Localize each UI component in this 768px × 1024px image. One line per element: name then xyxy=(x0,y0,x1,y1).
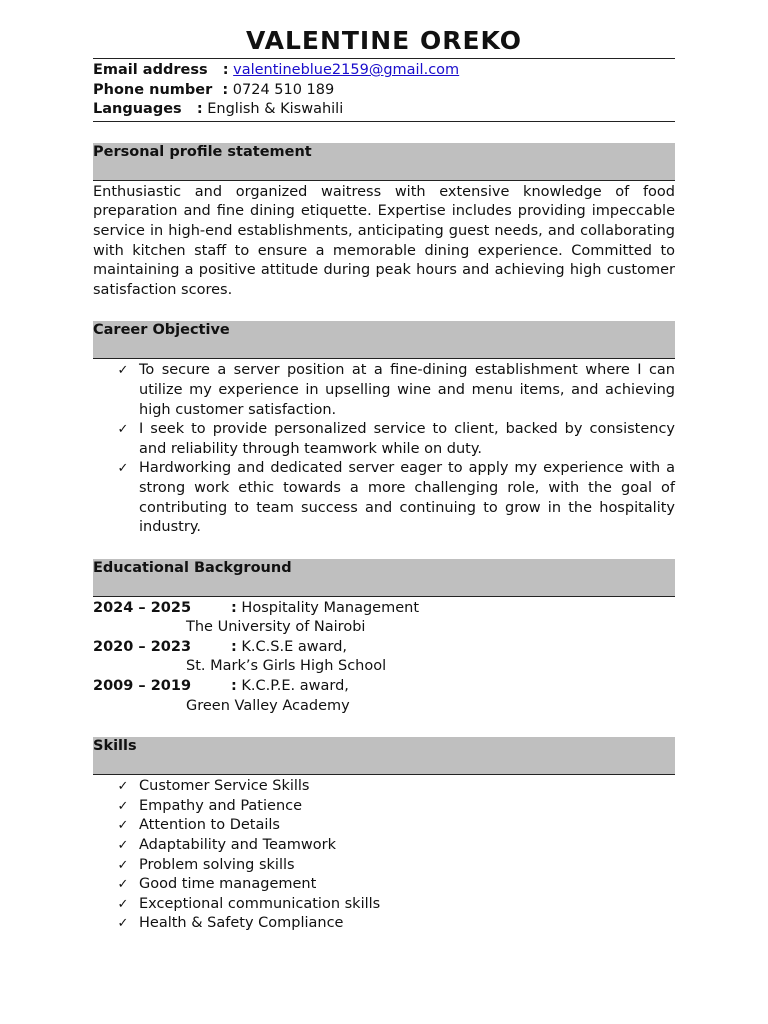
education-institution: The University of Nairobi xyxy=(186,619,366,636)
profile-text: Enthusiastic and organized waitress with extensive knowledge of food preparation and fine dining etiquette. Expertise includes providing impeccable service in high-end establishments, anticipating guest needs, and collaborating with kitchen staff to ensure a memorable dining experience. Committed to maintaining a positive attitude during peak hours and achieving high customer satisfaction scores. xyxy=(93,183,675,298)
checkmark-icon: ✓ xyxy=(117,461,129,477)
education-title: K.C.S.E award, xyxy=(241,638,348,655)
phone-label: Phone number xyxy=(93,81,213,98)
skills-heading: Skills xyxy=(93,737,675,775)
objective-list xyxy=(93,361,675,537)
checkmark-icon: ✓ xyxy=(117,877,129,893)
list-item: ✓ Customer Service Skills xyxy=(93,777,675,797)
education-list xyxy=(93,599,675,717)
list-item: ✓ Empathy and Patience xyxy=(93,797,675,817)
list-item: ✓ Adaptability and Teamwork xyxy=(93,836,675,856)
education-entry: 2024 – 2025 : Hospitality Management xyxy=(93,599,675,619)
checkmark-icon: ✓ xyxy=(117,818,129,834)
email-row: Email address : valentineblue2159@gmail.com xyxy=(93,62,460,78)
list-item: ✓ Health & Safety Compliance xyxy=(93,914,675,934)
education-entry: 2020 – 2023 : K.C.S.E award, xyxy=(93,638,675,658)
languages-value: English & Kiswahili xyxy=(207,101,344,118)
languages-label: Languages xyxy=(93,101,182,118)
objective-heading: Career Objective xyxy=(93,321,675,359)
education-entry: 2009 – 2019 : K.C.P.E. award, xyxy=(93,677,675,697)
checkmark-icon: ✓ xyxy=(117,798,129,814)
education-years: 2020 – 2023 xyxy=(93,638,192,655)
list-item: ✓ Hardworking and dedicated server eager to apply my experience with a strong work ethic towards a more challenging role, with the goal of contributing to team success and continuing to grow in the hospitality industry. xyxy=(93,459,675,537)
languages-row: Languages : English & Kiswahili xyxy=(93,101,344,118)
email-link[interactable]: valentineblue2159@gmail.com xyxy=(233,62,460,78)
profile-heading: Personal profile statement xyxy=(93,143,675,181)
list-item: ✓ Good time management xyxy=(93,875,675,895)
phone-value: 0724 510 189 xyxy=(232,81,335,98)
checkmark-icon: ✓ xyxy=(117,422,129,438)
list-item: ✓ I seek to provide personalized service to client, backed by consistency and reliability through teamwork while on duty. xyxy=(93,420,675,459)
candidate-name: VALENTINE OREKO xyxy=(245,26,523,55)
checkmark-icon: ✓ xyxy=(117,896,129,912)
education-title: K.C.P.E. award, xyxy=(241,678,349,695)
list-item: ✓ Problem solving skills xyxy=(93,856,675,876)
email-label: Email address xyxy=(93,62,208,78)
education-institution: St. Mark’s Girls High School xyxy=(186,658,387,675)
education-title: Hospitality Management xyxy=(241,599,420,616)
checkmark-icon: ✓ xyxy=(117,838,129,854)
education-years: 2024 – 2025 xyxy=(93,599,192,616)
education-institution: Green Valley Academy xyxy=(186,697,350,714)
skills-list xyxy=(93,777,675,934)
list-item: ✓ Attention to Details xyxy=(93,816,675,836)
resume-page xyxy=(93,24,675,934)
checkmark-icon: ✓ xyxy=(117,779,129,795)
list-item: ✓ Exceptional communication skills xyxy=(93,895,675,915)
checkmark-icon: ✓ xyxy=(117,857,129,873)
checkmark-icon: ✓ xyxy=(117,363,129,379)
education-years: 2009 – 2019 xyxy=(93,678,192,695)
list-item: ✓ To secure a server position at a fine-dining establishment where I can utilize my experience in upselling wine and menu items, and achieving high customer satisfaction. xyxy=(93,361,675,420)
phone-row: Phone number : 0724 510 189 xyxy=(93,81,335,98)
contact-block xyxy=(93,59,675,120)
checkmark-icon: ✓ xyxy=(117,916,129,932)
education-heading: Educational Background xyxy=(93,559,675,597)
